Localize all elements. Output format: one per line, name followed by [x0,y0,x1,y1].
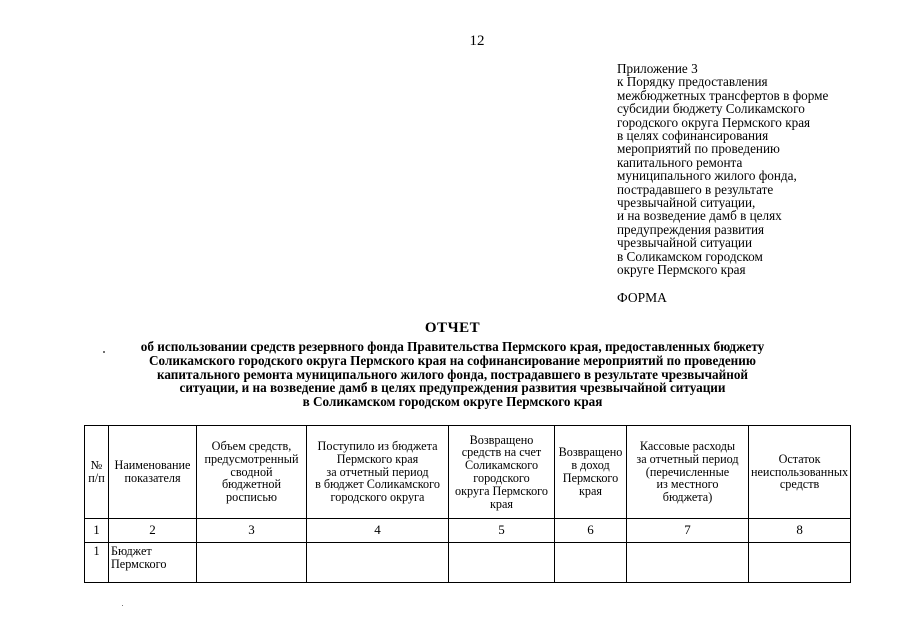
header-line: сводной [230,464,273,479]
empty-value-cell [749,543,851,583]
header-line: (перечисленные [645,464,730,479]
report-subtitle [0,340,905,409]
scan-speck [103,351,105,353]
appendix-line: субсидии бюджету Соликамского [617,101,805,117]
header-line: Наименование [114,458,191,473]
table-row [85,543,851,583]
column-number-cell: 5 [449,519,555,543]
header-line: в бюджет Соликамского [315,477,440,492]
header-line: из местного [656,477,719,492]
header-line: за отчетный период [636,451,739,466]
appendix-line: в Соликамском городском [617,248,763,264]
report-subtitle-line: в Соликамском городском округе Пермского края [302,394,603,410]
column-number-cell: 8 [749,519,851,543]
column-header-6 [555,426,627,519]
appendix-line: пострадавшего в результате [617,181,774,197]
header-line: Соликамского [464,458,539,473]
column-number-row [85,519,851,543]
row-name-cell [109,543,197,583]
header-line: предусмотренный [204,451,299,466]
appendix-line: межбюджетных трансфертов в форме [617,87,829,103]
header-line: Кассовые расходы [639,439,736,453]
header-line: округа Пермского [455,483,548,498]
header-line: средств [779,477,820,492]
column-header-4 [307,426,449,519]
column-header-1 [85,426,109,519]
report-subtitle-line: об использовании средств резервного фонда Правительства Пермского края, предоставленных бюджету [140,339,765,354]
header-line: бюджета) [662,490,713,505]
empty-value-cell [555,543,627,583]
header-line: за отчетный период [326,464,429,479]
empty-value-cell [449,543,555,583]
header-line: городского [473,471,530,485]
header-line: неиспользованных [751,464,849,479]
column-header-8 [749,426,851,519]
header-line: Остаток [778,451,821,466]
appendix-line: в целях софинансирования [617,128,769,144]
empty-value-cell [627,543,749,583]
header-line: Возвращено [469,432,534,447]
report-subtitle-line: капитального ремонта муниципального жилого фонда, пострадавшего в результате чрезвычайной [156,366,749,382]
header-line: края [489,496,514,511]
header-line: в доход [571,458,610,473]
empty-value-cell [307,543,449,583]
header-line: росписью [225,490,278,505]
row-name-line: Бюджет [111,544,152,558]
appendix-line: чрезвычайной ситуации, [617,195,756,211]
column-header-3 [197,426,307,519]
appendix-line: и на возведение дамб в целях [617,208,782,224]
form-label: ФОРМА [617,290,667,305]
column-header-7 [627,426,749,519]
report-subtitle-line: ситуации, и на возведение дамб в целях предупреждения развития чрезвычайной ситуации [179,380,726,396]
column-number-cell: 1 [85,519,109,543]
column-number-cell: 6 [555,519,627,543]
header-line: Пермского [562,471,619,485]
appendix-line: мероприятий по проведению [617,141,780,157]
header-line: № [90,458,103,473]
row-number-cell: 1 [85,543,109,583]
table-header-row [85,426,851,519]
appendix-line: Приложение 3 [617,61,698,76]
report-title: ОТЧЕТ [424,320,481,336]
row-name-line: Пермского [111,556,167,571]
header-line: п/п [88,471,105,485]
appendix-line: муниципального жилого фонда, [617,168,797,184]
header-line: Объем средств, [211,439,292,453]
page-number: 12 [469,33,485,49]
header-line: края [578,483,603,498]
appendix-header [617,62,902,277]
header-line: городского округа [330,490,425,505]
empty-value-cell [197,543,307,583]
appendix-line: округе Пермского края [617,262,746,278]
scan-speck [122,605,123,606]
report-subtitle-line: Соликамского городского округа Пермского края на софинансирование мероприятий по проведению [149,352,756,368]
report-table [84,425,851,583]
header-line: Возвращено [558,445,623,460]
header-line: средств на счет [461,445,542,460]
appendix-line: к Порядку предоставления [617,74,768,90]
header-line: показателя [124,471,181,485]
header-line: бюджетной [221,477,282,492]
column-number-cell: 2 [109,519,197,543]
appendix-line: городского округа Пермского края [617,114,811,130]
header-line: Поступило из бюджета [317,439,438,453]
column-number-cell: 4 [307,519,449,543]
column-header-5 [449,426,555,519]
appendix-line: капитального ремонта [617,154,743,170]
column-number-cell: 3 [197,519,307,543]
column-number-cell: 7 [627,519,749,543]
header-line: Пермского края [336,451,419,466]
column-header-2 [109,426,197,519]
appendix-line: чрезвычайной ситуации [617,235,753,251]
appendix-line: предупреждения развития [617,221,765,237]
